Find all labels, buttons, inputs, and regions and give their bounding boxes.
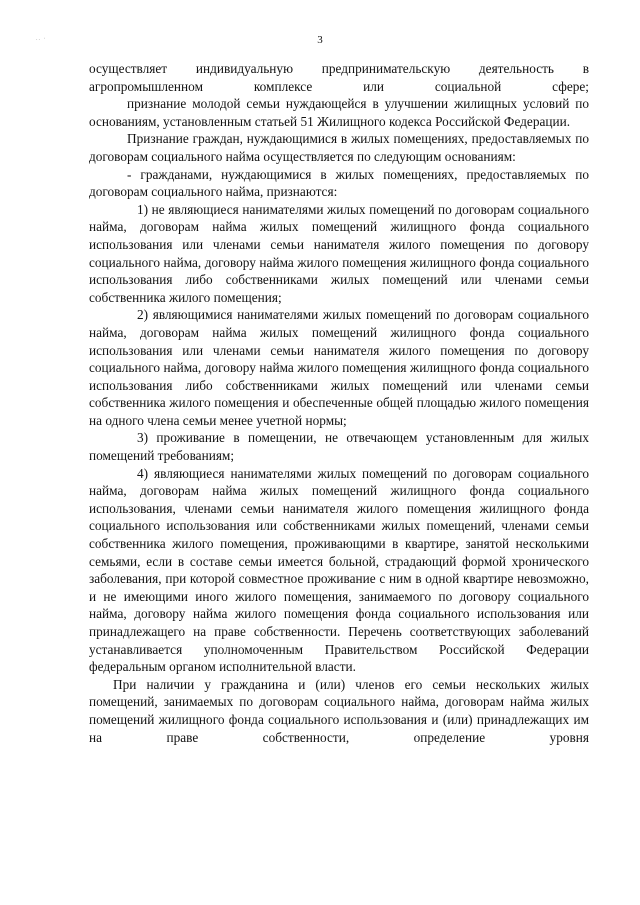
list-item-4: 4) являющиеся нанимателями жилых помещений по договорам социального найма, договорам найма жилых помещений жилищного фонда социального использования, членами семьи нанимателя жилого помещения жилищного фонда социального использования или собственниками жилых помещений, членами семьи собственника жилого помещения, проживающими в квартире, занятой несколькими семьями, если в составе семьи имеется больной, страдающий формой хронического заболевания, при которой совместное проживание с ним в одной квартире невозможно, и не имеющими иного жилого помещения, занимаемого по договору социального найма, договору найма жилого помещения фонда социального использования или принадлежащего на праве собственности. Перечень соответствующих заболеваний устанавливается уполномоченным Правительством Российской Федерации федеральным органом исполнительной власти. [89, 465, 589, 675]
paragraph-recognition-grounds: Признание граждан, нуждающимися в жилых помещениях, предоставляемых по договорам социального найма осуществляется по следующим основаниям: [89, 131, 589, 164]
paragraph-citizens-list-intro: - гражданами, нуждающимися в жилых помещениях, предоставляемых по договорам социального найма, признаются: [89, 166, 589, 200]
page-number: 3 [317, 34, 323, 46]
list-item-3: 3) проживание в помещении, не отвечающем установленным для жилых помещений требованиям; [89, 430, 589, 464]
scan-corner-mark: .. · [36, 36, 47, 42]
paragraph-multiple-dwellings: При наличии у гражданина и (или) членов его семьи нескольких жилых помещений, занимаемых по договорам социального найма, договорам найма жилых помещений жилищного фонда социального использования и (или) принадлежащих им на праве собственности, определение уровня [89, 676, 589, 745]
list-item-1: 1) не являющиеся нанимателями жилых помещений по договорам социального найма, договорам найма жилых помещений жилищного фонда социального использования или членами семьи нанимателя жилого помещения по договору социального найма, договору найма жилого помещения жилищного фонда социального использования либо собственниками жилых помещений или членами семьи собственника жилого помещения; [89, 201, 589, 305]
paragraph-continuation: осуществляет индивидуальную предпринимательскую деятельность в агропромышленном комплексе или социальной сфере; [89, 61, 589, 94]
document-body [89, 60, 589, 746]
list-item-2: 2) являющимися нанимателями жилых помещений по договорам социального найма, договорам найма жилых помещений жилищного фонда социального использования или членами семьи нанимателя жилого помещения по договору социального найма, договору найма жилого помещения жилищного фонда социального использования либо собственниками жилых помещений или членами семьи собственника жилого помещения и обеспеченные общей площадью жилого помещения на одного члена семьи менее учетной нормы; [89, 307, 589, 428]
paragraph-young-family: признание молодой семьи нуждающейся в улучшении жилищных условий по основаниям, установленным статьей 51 Жилищного кодекса Российской Федерации. [89, 96, 589, 129]
